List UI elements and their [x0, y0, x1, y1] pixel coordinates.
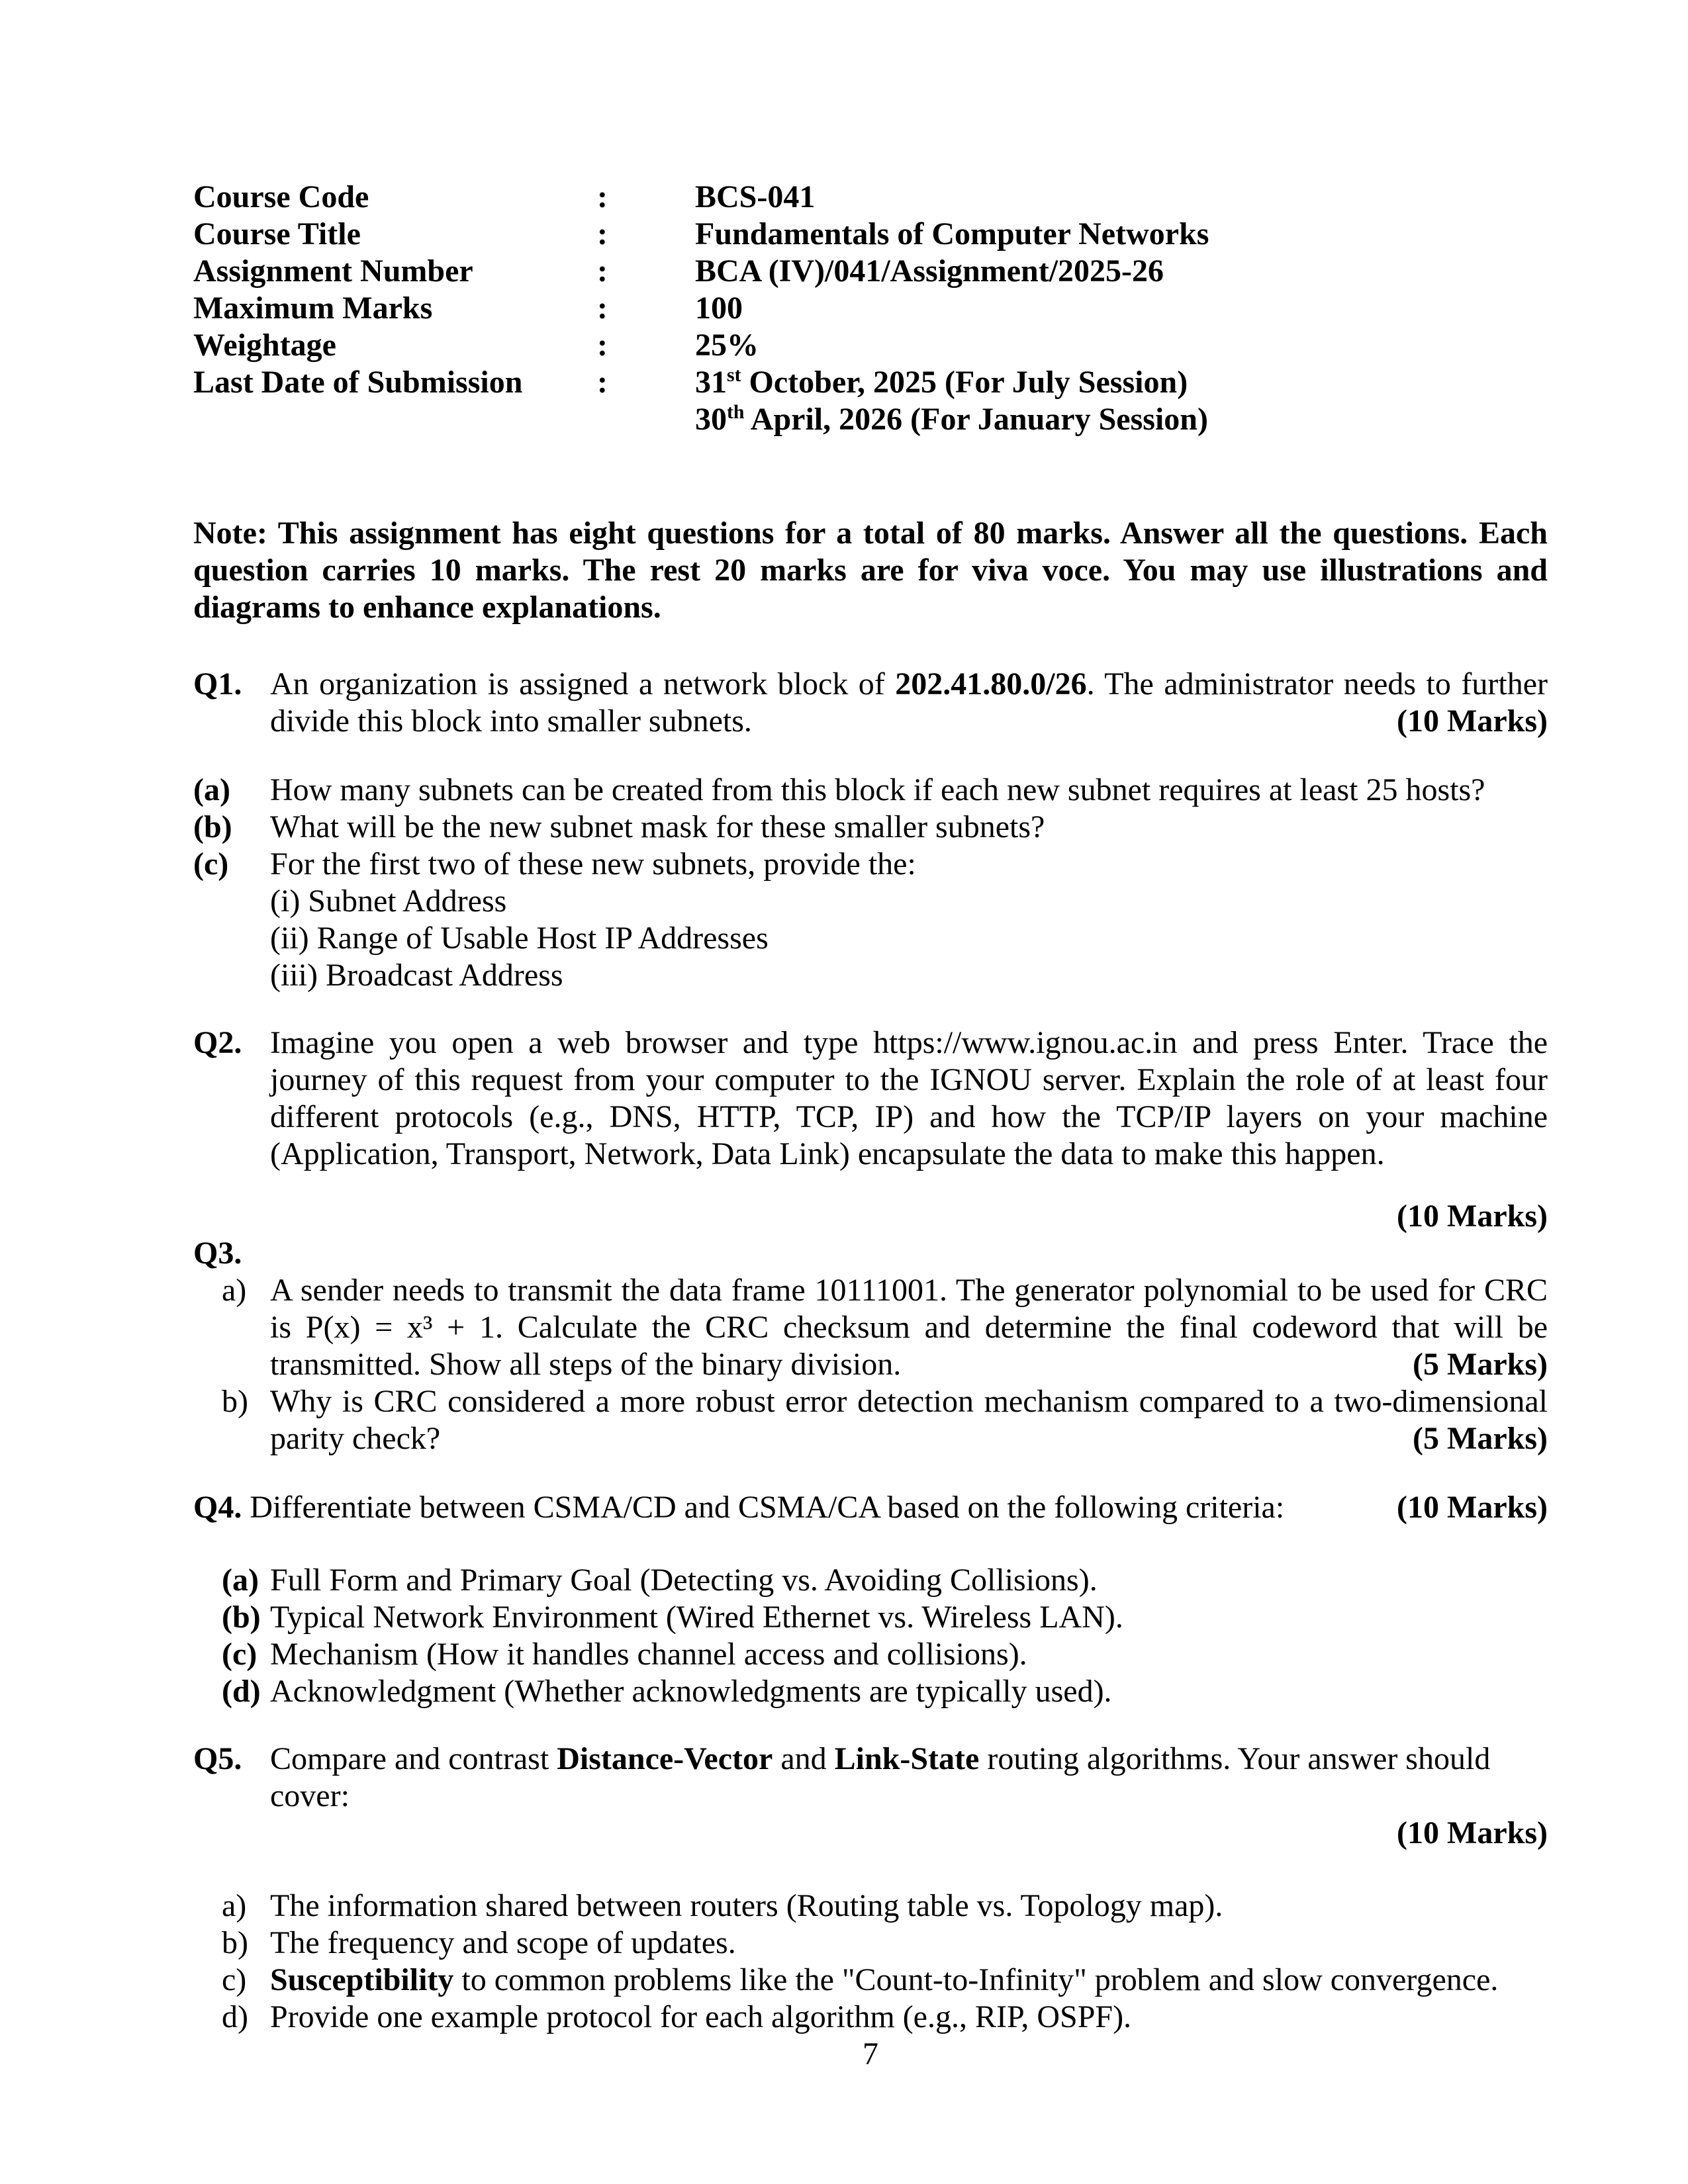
list-item: [193, 846, 1548, 883]
assignment-number-label: Assignment Number: [193, 253, 473, 289]
item-c-label: (c): [222, 1637, 258, 1672]
item-b-text: The frequency and scope of updates.: [270, 1925, 736, 1960]
list-item: [193, 809, 1548, 846]
item-d-label: d): [222, 1999, 248, 2034]
question-4: [193, 1489, 1548, 1526]
item-c-text: Susceptibility to common problems like the "Count-to-Infinity" problem and slow convergence.: [270, 1962, 1499, 1997]
list-item: [222, 1599, 1548, 1636]
question-4-items: [222, 1562, 1548, 1710]
item-d-text: Provide one example protocol for each algorithm (e.g., RIP, OSPF).: [270, 1999, 1132, 2034]
last-date-july: 31st October, 2025 (For July Session): [695, 364, 1188, 400]
item-b-text: Typical Network Environment (Wired Ethernet vs. Wireless LAN).: [270, 1600, 1123, 1635]
item-c-text: For the first two of these new subnets, provide the:: [270, 846, 916, 882]
course-code-label: Course Code: [193, 179, 369, 214]
list-item: [222, 1888, 1548, 1925]
item-b-label: (b): [222, 1600, 261, 1635]
item-a-label: a): [222, 1273, 247, 1308]
header-row-last-date: [193, 364, 1548, 438]
colon: :: [597, 365, 608, 400]
question-4-label: Q4.: [193, 1490, 242, 1525]
assignment-number-value: BCA (IV)/041/Assignment/2025-26: [695, 253, 1164, 289]
item-b-label: b): [222, 1925, 248, 1960]
list-item: [222, 1673, 1548, 1710]
header-row-course-code: [193, 179, 1548, 216]
item-c-label: (c): [193, 846, 229, 882]
item-a-text: A sender needs to transmit the data frame 10111001. The generator polynomial to be used for CRC is P(x) = x³ + 1. Calculate the CRC checksum and determine the final codeword that will be transmitted. Show all steps of the binary division. (5 Marks): [270, 1273, 1548, 1382]
question-3-items: [222, 1272, 1548, 1457]
item-b-label: b): [222, 1384, 248, 1419]
subitem-iii: (iii) Broadcast Address: [270, 958, 563, 993]
note-paragraph: Note: This assignment has eight questions for a total of 80 marks. Answer all the questions. Each question carries 10 marks. The rest 20 marks are for viva voce. You may use illustrations and diagrams to enhance explanations.: [193, 516, 1548, 625]
list-item: [222, 1272, 1548, 1383]
course-info-block: [193, 179, 1548, 438]
subitem-i: (i) Subnet Address: [270, 884, 507, 919]
course-code-value: BCS-041: [695, 179, 816, 214]
ordinal-superscript: st: [727, 364, 741, 386]
item-b-text: What will be the new subnet mask for these smaller subnets?: [270, 809, 1045, 844]
link-state-bold: Link-State: [834, 1741, 980, 1776]
header-row-course-title: [193, 216, 1548, 253]
question-5: [193, 1741, 1548, 1815]
item-c-label: c): [222, 1962, 247, 1997]
item-b-label: (b): [193, 809, 232, 844]
question-1-subitems: [270, 883, 1548, 994]
list-item: [222, 1562, 1548, 1599]
question-1-label: Q1.: [193, 666, 242, 702]
colon: :: [597, 328, 608, 363]
subitem-ii: (ii) Range of Usable Host IP Addresses: [270, 921, 769, 956]
item-a-label: (a): [222, 1563, 259, 1598]
question-4-text: Differentiate between CSMA/CD and CSMA/CA based on the following criteria:: [250, 1490, 1285, 1525]
last-date-label: Last Date of Submission: [193, 365, 523, 400]
susceptibility-bold: Susceptibility: [270, 1962, 454, 1997]
item-a-text: How many subnets can be created from this block if each new subnet requires at least 25 hosts?: [270, 772, 1485, 807]
item-a-label: (a): [193, 772, 230, 807]
question-3a-marks: (5 Marks): [1413, 1347, 1548, 1382]
page-number: 7: [863, 2036, 878, 2071]
list-item: [222, 1925, 1548, 1962]
last-date-value: [695, 364, 1548, 438]
network-block-bold: 202.41.80.0/26: [895, 666, 1087, 702]
list-item: [222, 1962, 1548, 1999]
question-2-marks: (10 Marks): [1397, 1199, 1548, 1234]
list-item: [222, 1999, 1548, 2036]
item-c-text: Mechanism (How it handles channel access and collisions).: [270, 1637, 1027, 1672]
header-row-weightage: [193, 327, 1548, 364]
colon: :: [597, 291, 608, 326]
header-row-maximum-marks: [193, 290, 1548, 327]
maximum-marks-value: 100: [695, 291, 743, 326]
question-1-marks: (10 Marks): [1397, 704, 1548, 739]
question-2-text: Imagine you open a web browser and type https://www.ignou.ac.in and press Enter. Trace the journey of this request from your computer to the IGNOU server. Explain the role of at least four different protocols (e.g., DNS, HTTP, TCP, IP) and how the TCP/IP layers on your machine (Application, Transport, Network, Data Link) encapsulate the data to make this happen.: [270, 1025, 1548, 1171]
list-item: [222, 1383, 1548, 1457]
item-d-text: Acknowledgment (Whether acknowledgments are typically used).: [270, 1674, 1112, 1709]
colon: :: [597, 179, 608, 214]
list-item: [222, 1636, 1548, 1673]
maximum-marks-label: Maximum Marks: [193, 291, 433, 326]
question-1-items: [193, 772, 1548, 994]
weightage-label: Weightage: [193, 328, 336, 363]
question-3b-marks: (5 Marks): [1413, 1421, 1548, 1456]
colon: :: [597, 253, 608, 289]
question-4-marks: (10 Marks): [1397, 1490, 1548, 1525]
question-2-label: Q2.: [193, 1025, 242, 1060]
header-row-assignment-number: [193, 253, 1548, 290]
list-item: [193, 772, 1548, 809]
question-1-text: An organization is assigned a network block of 202.41.80.0/26. The administrator needs to further divide this block into smaller subnets. (10 Marks): [270, 666, 1548, 739]
question-5-marks: (10 Marks): [1397, 1815, 1548, 1850]
item-d-label: (d): [222, 1674, 261, 1709]
ordinal-superscript: th: [727, 401, 745, 423]
question-5-items: [222, 1888, 1548, 2036]
item-a-label: a): [222, 1888, 247, 1923]
question-3-label: Q3.: [193, 1236, 242, 1271]
item-a-text: The information shared between routers (Routing table vs. Topology map).: [270, 1888, 1223, 1923]
question-2: [193, 1024, 1548, 1173]
course-title-value: Fundamentals of Computer Networks: [695, 216, 1209, 251]
question-5-text: Compare and contrast Distance-Vector and Link-State routing algorithms. Your answer should cover:: [270, 1741, 1491, 1813]
weightage-value: 25%: [695, 328, 759, 363]
last-date-january: 30th April, 2026 (For January Session): [695, 401, 1208, 437]
question-1: [193, 666, 1548, 740]
distance-vector-bold: Distance-Vector: [557, 1741, 773, 1776]
question-5-label: Q5.: [193, 1741, 242, 1776]
course-title-label: Course Title: [193, 216, 361, 251]
item-b-text: Why is CRC considered a more robust error detection mechanism compared to a two-dimensional parity check? (5 Marks): [270, 1384, 1548, 1456]
item-a-text: Full Form and Primary Goal (Detecting vs. Avoiding Collisions).: [270, 1563, 1098, 1598]
colon: :: [597, 216, 608, 251]
